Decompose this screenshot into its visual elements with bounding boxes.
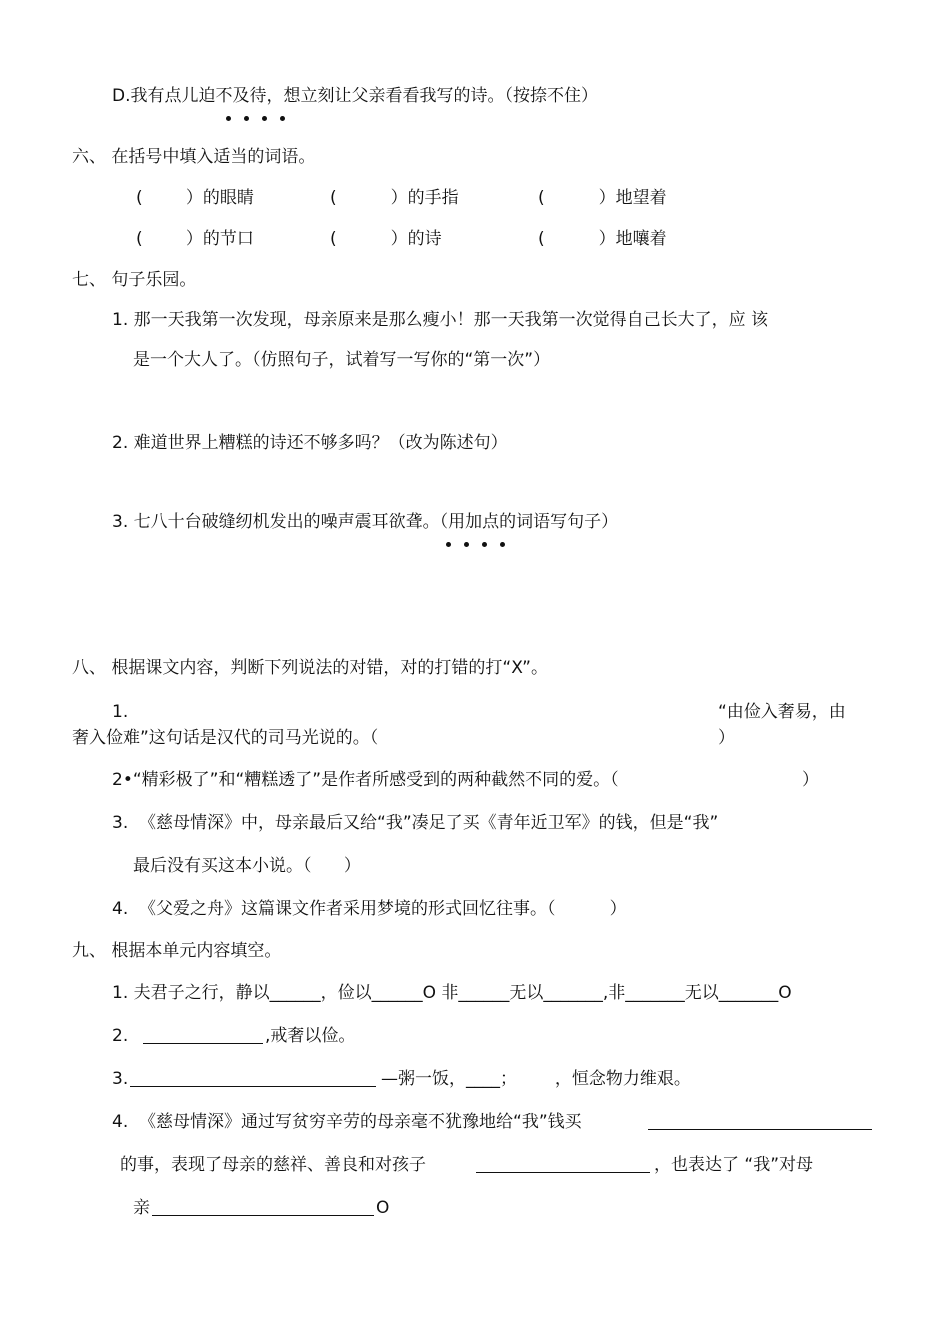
q8-item-1-tail: “由俭入奢易，由 [718,702,846,722]
q8-item-1-number: 1. [112,702,129,722]
q8-item-3-cont[interactable]: 最后没有买这本小说。（ ） [133,856,361,876]
q8-item-1-answer[interactable]: ） [718,728,735,748]
q8-item-4[interactable]: 4. 《父爱之舟》这篇课文作者采用梦境的形式回忆往事。（ ） [112,899,627,919]
q9-fill-2-number: 2. [112,1026,129,1046]
q8-item-2: 2•“精彩极了”和“糟糕透了”是作者所感受到的两种截然不同的爱。（ [112,770,619,790]
q9-title: 九、 根据本单元内容填空。 [72,941,282,961]
q7-sentence-1: 1. 那一天我第一次发现，母亲原来是那么瘦小！那一天我第一次觉得自己长大了，应 该 [112,310,769,330]
q6-blank[interactable]: ( ）的手指 [330,188,459,208]
q9-fill-4: 4. 《慈母情深》通过写贫穷辛劳的母亲毫不犹豫地给“我”钱买 [112,1112,582,1132]
emphasis-dot [262,116,267,121]
q9-fill-4-cont-tail: ，也表达了 “我”对母 [654,1155,814,1175]
emphasis-dot [500,542,505,547]
q9-fill-4-last: 亲 [133,1198,150,1218]
q9-fill-4-end: O [376,1198,390,1218]
q9-fill-4-blank[interactable] [476,1155,650,1173]
q9-fill-3-tail: —粥一饭，____； ，恒念物力维艰。 [381,1069,691,1089]
q9-fill-2-blank[interactable] [143,1026,263,1044]
q8-title: 八、 根据课文内容，判断下列说法的对错，对的打错的打“X”。 [72,658,548,678]
q6-blank[interactable]: ( ）的眼睛 [136,188,254,208]
q7-sentence-1-cont: 是一个大人了。（仿照句子，试着写一写你的“第一次”） [133,350,551,370]
emphasis-dot [446,542,451,547]
emphasis-dot [226,116,231,121]
q7-title: 七、 句子乐园。 [72,270,197,290]
q8-item-2-answer[interactable]: ） [802,770,819,790]
q9-fill-3-number: 3. [112,1069,129,1089]
q6-blank[interactable]: ( ）的诗 [330,229,442,249]
q9-fill-3-blank[interactable] [130,1069,376,1087]
q6-blank[interactable]: ( ）地望着 [538,188,667,208]
q6-blank[interactable]: ( ）地嚷着 [538,229,667,249]
emphasis-dot [244,116,249,121]
q9-fill-4-cont: 的事，表现了母亲的慈祥、善良和对孩子 [120,1155,426,1175]
q8-item-1-cont: 奢入俭难”这句话是汉代的司马光说的。（ [72,728,379,748]
q5-option-d: D.我有点儿迫不及待，想立刻让父亲看看我写的诗。（按捺不住） [112,86,598,106]
q9-fill-4-blank[interactable] [648,1112,872,1130]
q9-fill-2-tail: ,戒奢以俭。 [265,1026,356,1046]
emphasis-dot [280,116,285,121]
q8-item-3: 3. 《慈母情深》中，母亲最后又给“我”凑足了买《青年近卫军》的钱，但是“我” [112,813,719,833]
q6-title: 六、 在括号中填入适当的词语。 [72,147,316,167]
emphasis-dots [226,116,290,122]
emphasis-dot [464,542,469,547]
emphasis-dots [446,542,510,548]
q7-sentence-2: 2. 难道世界上糟糕的诗还不够多吗？（改为陈述句） [112,433,508,453]
q9-fill-1[interactable]: 1. 夫君子之行，静以______，俭以______O 非______无以_______,非_______无以_______O [112,983,792,1003]
q7-sentence-3: 3. 七八十台破缝纫机发出的噪声震耳欲聋。（用加点的词语写句子） [112,512,619,532]
emphasis-dot [482,542,487,547]
q9-fill-4-blank[interactable] [152,1198,374,1216]
q6-blank[interactable]: ( ）的节口 [136,229,254,249]
